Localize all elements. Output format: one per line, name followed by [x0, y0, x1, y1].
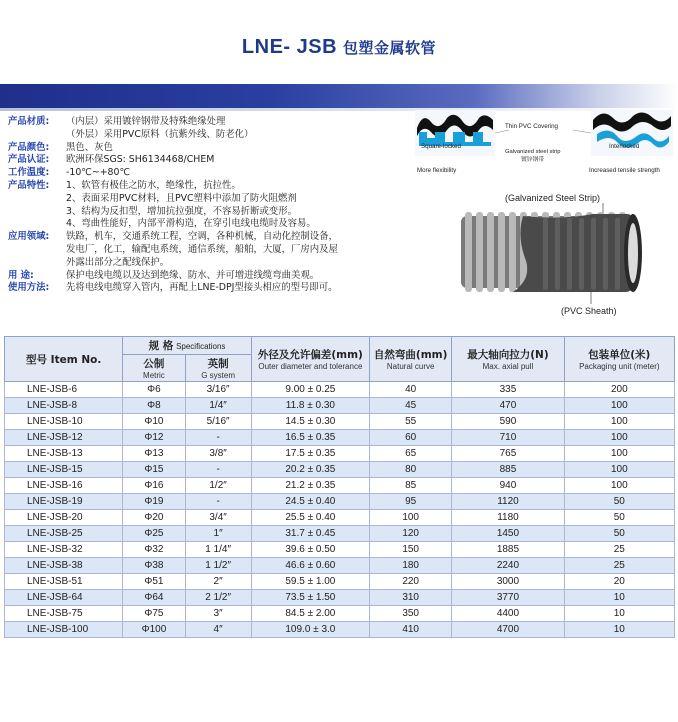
- color-row: [8, 142, 408, 155]
- table-row: [5, 398, 675, 414]
- col-header-od-zh: 外径及允许偏差(mm): [257, 349, 363, 361]
- table-row: [5, 446, 675, 462]
- cell-imperial: 3/8″: [185, 446, 251, 462]
- color-label: 产品颜色:: [8, 141, 50, 153]
- table-row: [5, 430, 675, 446]
- col-header-pull-zh: 最大轴向拉力(N): [467, 349, 549, 361]
- cell-packaging-unit: 50: [564, 526, 674, 542]
- callout-line: [495, 130, 509, 133]
- cell-axial-pull: 885: [452, 462, 564, 478]
- method-label: 使用方法:: [8, 282, 50, 294]
- cell-model: LNE-JSB-64: [5, 590, 123, 606]
- cell-model: LNE-JSB-6: [5, 382, 123, 398]
- cell-imperial: -: [185, 494, 251, 510]
- cell-outer-diameter: 25.5 ± 0.40: [251, 510, 369, 526]
- cell-metric: Φ12: [123, 430, 185, 446]
- cell-metric: Φ8: [123, 398, 185, 414]
- cell-outer-diameter: 84.5 ± 2.00: [251, 606, 369, 622]
- feature-1: 1、软管有极佳之防水，绝缘性，抗拉性。: [66, 179, 241, 191]
- cell-axial-pull: 3000: [452, 574, 564, 590]
- cell-natural-curve: 45: [370, 398, 452, 414]
- cell-natural-curve: 55: [370, 414, 452, 430]
- cell-axial-pull: 1450: [452, 526, 564, 542]
- cell-packaging-unit: 25: [564, 558, 674, 574]
- col-header-spec-zh: 规 格: [148, 340, 174, 352]
- galv-steel-label: (Galvanized Steel Strip): [505, 193, 601, 203]
- cell-imperial: -: [185, 462, 251, 478]
- feature-2: 2、表面采用PVC材料，且PVC塑料中添加了防火阻燃剂: [66, 192, 297, 204]
- cert-row: [8, 154, 408, 167]
- cell-metric: Φ6: [123, 382, 185, 398]
- table-row: [5, 558, 675, 574]
- cell-packaging-unit: 100: [564, 478, 674, 494]
- col-header-pack-zh: 包装单位(米): [588, 349, 651, 361]
- table-row: [5, 510, 675, 526]
- cell-model: LNE-JSB-75: [5, 606, 123, 622]
- col-header-imperial-zh: 英制: [207, 358, 229, 370]
- cell-axial-pull: 3770: [452, 590, 564, 606]
- cell-metric: Φ15: [123, 462, 185, 478]
- col-header-spec: [123, 337, 251, 355]
- cell-natural-curve: 410: [370, 622, 452, 638]
- table-row: [5, 526, 675, 542]
- cell-outer-diameter: 20.2 ± 0.35: [251, 462, 369, 478]
- table-row: [5, 590, 675, 606]
- cell-outer-diameter: 31.7 ± 0.45: [251, 526, 369, 542]
- cell-packaging-unit: 10: [564, 606, 674, 622]
- cell-imperial: 1 1/4″: [185, 542, 251, 558]
- cell-axial-pull: 4400: [452, 606, 564, 622]
- cell-metric: Φ51: [123, 574, 185, 590]
- cell-metric: Φ25: [123, 526, 185, 542]
- cell-axial-pull: 710: [452, 430, 564, 446]
- col-header-od: [251, 337, 369, 382]
- cell-packaging-unit: 50: [564, 510, 674, 526]
- cell-metric: Φ19: [123, 494, 185, 510]
- galv-strip-cn-label: 镀锌钢带: [521, 157, 545, 163]
- table-row: [5, 494, 675, 510]
- callout-line: [573, 130, 591, 133]
- cell-metric: Φ64: [123, 590, 185, 606]
- cell-natural-curve: 60: [370, 430, 452, 446]
- cell-axial-pull: 1120: [452, 494, 564, 510]
- method-value: 先将电线电缆穿入管内，再配上LNE-DPJ型接头相应的型号即可。: [66, 282, 338, 294]
- cell-packaging-unit: 100: [564, 398, 674, 414]
- col-header-metric-en: Metric: [143, 371, 165, 380]
- cell-packaging-unit: 50: [564, 494, 674, 510]
- hose-structure-diagram: [413, 108, 675, 320]
- use-value: 保护电线电缆以及达到绝缘、防水、并可增进线缆弯曲美观。: [66, 269, 320, 281]
- feature-4: 4、弯曲性能好，内部平滑构造，在穿引电线电缆时及容易。: [66, 218, 316, 230]
- col-header-model-text: 型号 Item No.: [26, 353, 102, 366]
- cell-axial-pull: 2240: [452, 558, 564, 574]
- cell-model: LNE-JSB-32: [5, 542, 123, 558]
- col-header-spec-en: Specifications: [176, 342, 226, 351]
- cell-imperial: 1/2″: [185, 478, 251, 494]
- color-value: 黑色、灰色: [66, 141, 113, 153]
- cell-metric: Φ10: [123, 414, 185, 430]
- cell-axial-pull: 940: [452, 478, 564, 494]
- cell-metric: Φ32: [123, 542, 185, 558]
- temp-label: 工作温度:: [8, 167, 50, 179]
- method-row: [8, 282, 408, 295]
- col-header-metric-zh: 公制: [143, 358, 165, 370]
- cell-natural-curve: 65: [370, 446, 452, 462]
- cell-natural-curve: 220: [370, 574, 452, 590]
- cell-packaging-unit: 10: [564, 622, 674, 638]
- cell-axial-pull: 1885: [452, 542, 564, 558]
- cell-natural-curve: 40: [370, 382, 452, 398]
- more-flex-label: More flexibility: [417, 167, 457, 174]
- col-header-pack: [564, 337, 674, 382]
- cell-metric: Φ38: [123, 558, 185, 574]
- cell-packaging-unit: 20: [564, 574, 674, 590]
- thin-pvc-label: Thin PVC Covering: [505, 123, 558, 130]
- cell-packaging-unit: 10: [564, 590, 674, 606]
- cell-axial-pull: 4700: [452, 622, 564, 638]
- cell-outer-diameter: 14.5 ± 0.30: [251, 414, 369, 430]
- table-row: [5, 462, 675, 478]
- material-row: [8, 116, 408, 129]
- increased-tensile-label: Increased tensile strength: [589, 167, 660, 174]
- title-cn: 包塑金属软管: [343, 39, 437, 57]
- spec-table-body: [5, 382, 675, 638]
- cell-natural-curve: 350: [370, 606, 452, 622]
- cell-natural-curve: 120: [370, 526, 452, 542]
- cell-outer-diameter: 109.0 ± 3.0: [251, 622, 369, 638]
- cert-value: 欧洲环保SGS: SH6134468/CHEM: [66, 154, 215, 166]
- cell-model: LNE-JSB-19: [5, 494, 123, 510]
- cell-natural-curve: 85: [370, 478, 452, 494]
- material-line-1: （内层）采用镀锌钢带及特殊绝缘处理: [66, 116, 226, 127]
- hose-illustration: [461, 212, 642, 292]
- cell-natural-curve: 80: [370, 462, 452, 478]
- material-label: 产品材质:: [8, 116, 50, 127]
- cell-packaging-unit: 100: [564, 462, 674, 478]
- title-en: LNE- JSB: [241, 36, 338, 58]
- cell-axial-pull: 590: [452, 414, 564, 430]
- table-row: [5, 574, 675, 590]
- cell-imperial: 4″: [185, 622, 251, 638]
- cell-outer-diameter: 24.5 ± 0.40: [251, 494, 369, 510]
- cell-outer-diameter: 59.5 ± 1.00: [251, 574, 369, 590]
- cell-natural-curve: 150: [370, 542, 452, 558]
- cell-model: LNE-JSB-10: [5, 414, 123, 430]
- col-header-imperial-en: G system: [201, 371, 235, 380]
- apps-line-2: 发电厂，化工，输配电系统，通信系统，船舶，大厦，厂房内及屋: [66, 243, 338, 255]
- cell-imperial: -: [185, 430, 251, 446]
- table-row: [5, 478, 675, 494]
- square-locked-label: Square-locked: [421, 143, 461, 150]
- cell-model: LNE-JSB-12: [5, 430, 123, 446]
- cell-packaging-unit: 25: [564, 542, 674, 558]
- cell-metric: Φ100: [123, 622, 185, 638]
- apps-line-1: 铁路，机车，交通系统工程，空调，各种机械，自动化控制设备，: [66, 231, 338, 243]
- cell-natural-curve: 100: [370, 510, 452, 526]
- cell-model: LNE-JSB-20: [5, 510, 123, 526]
- col-header-pack-en: Packaging unit (meter): [579, 362, 660, 371]
- col-header-bend-zh: 自然弯曲(mm): [373, 349, 448, 361]
- temp-row: [8, 167, 408, 180]
- use-label: 用 途:: [8, 269, 34, 281]
- cell-outer-diameter: 16.5 ± 0.35: [251, 430, 369, 446]
- temp-value: -10℃~+80℃: [66, 167, 131, 179]
- cert-label: 产品认证:: [8, 154, 50, 166]
- col-header-pull-en: Max. axial pull: [482, 362, 534, 371]
- cell-model: LNE-JSB-38: [5, 558, 123, 574]
- cell-packaging-unit: 100: [564, 430, 674, 446]
- cell-model: LNE-JSB-25: [5, 526, 123, 542]
- table-row: [5, 606, 675, 622]
- table-row: [5, 382, 675, 398]
- cell-axial-pull: 1180: [452, 510, 564, 526]
- table-row: [5, 414, 675, 430]
- interlocked-label: Interlocked: [609, 143, 640, 150]
- cell-imperial: 3/4″: [185, 510, 251, 526]
- cell-outer-diameter: 39.6 ± 0.50: [251, 542, 369, 558]
- cell-natural-curve: 95: [370, 494, 452, 510]
- col-header-bend: [370, 337, 452, 382]
- col-header-pull: [452, 337, 564, 382]
- cell-imperial: 1 1/2″: [185, 558, 251, 574]
- apps-row: [8, 231, 408, 244]
- table-row: [5, 622, 675, 638]
- cell-model: LNE-JSB-8: [5, 398, 123, 414]
- cell-imperial: 1″: [185, 526, 251, 542]
- cell-packaging-unit: 100: [564, 414, 674, 430]
- spec-block: [8, 116, 408, 295]
- table-row: [5, 542, 675, 558]
- cell-model: LNE-JSB-100: [5, 622, 123, 638]
- cell-axial-pull: 335: [452, 382, 564, 398]
- cell-packaging-unit: 100: [564, 446, 674, 462]
- cell-outer-diameter: 17.5 ± 0.35: [251, 446, 369, 462]
- cell-imperial: 3/16″: [185, 382, 251, 398]
- cell-outer-diameter: 9.00 ± 0.25: [251, 382, 369, 398]
- cell-natural-curve: 310: [370, 590, 452, 606]
- galv-strip-label: Galvanized steel strip: [505, 149, 561, 155]
- cell-model: LNE-JSB-16: [5, 478, 123, 494]
- col-header-bend-en: Natural curve: [386, 362, 435, 371]
- cell-metric: Φ16: [123, 478, 185, 494]
- cell-model: LNE-JSB-15: [5, 462, 123, 478]
- cell-natural-curve: 180: [370, 558, 452, 574]
- cell-outer-diameter: 11.8 ± 0.30: [251, 398, 369, 414]
- cell-imperial: 1/4″: [185, 398, 251, 414]
- cell-imperial: 3″: [185, 606, 251, 622]
- cell-metric: Φ75: [123, 606, 185, 622]
- page-title: [0, 36, 678, 59]
- col-header-imperial: [185, 355, 251, 382]
- feature-3: 3、结构为反扣型，增加抗拉强度，不容易折断或变形。: [66, 205, 297, 217]
- col-header-model: [5, 337, 123, 382]
- cell-imperial: 2 1/2″: [185, 590, 251, 606]
- header-band: [0, 84, 678, 108]
- cell-metric: Φ13: [123, 446, 185, 462]
- cell-imperial: 5/16″: [185, 414, 251, 430]
- features-label: 产品特性:: [8, 179, 50, 191]
- apps-label: 应用领域:: [8, 231, 50, 243]
- cell-axial-pull: 765: [452, 446, 564, 462]
- cell-outer-diameter: 21.2 ± 0.35: [251, 478, 369, 494]
- cell-packaging-unit: 200: [564, 382, 674, 398]
- col-header-od-en: Outer diameter and tolerance: [258, 362, 363, 371]
- cell-model: LNE-JSB-51: [5, 574, 123, 590]
- features-row: [8, 180, 408, 193]
- cell-outer-diameter: 46.6 ± 0.60: [251, 558, 369, 574]
- spec-table: [4, 336, 675, 638]
- material-line-2: （外层）采用PVC原料（抗紫外线、防老化）: [66, 128, 254, 140]
- use-row: [8, 270, 408, 283]
- cell-outer-diameter: 73.5 ± 1.50: [251, 590, 369, 606]
- apps-line-3: 外露出部分之配线保护。: [66, 256, 170, 268]
- col-header-metric: [123, 355, 185, 382]
- cell-model: LNE-JSB-13: [5, 446, 123, 462]
- pvc-sheath-label: (PVC Sheath): [561, 306, 617, 316]
- cell-axial-pull: 470: [452, 398, 564, 414]
- cell-imperial: 2″: [185, 574, 251, 590]
- cell-metric: Φ20: [123, 510, 185, 526]
